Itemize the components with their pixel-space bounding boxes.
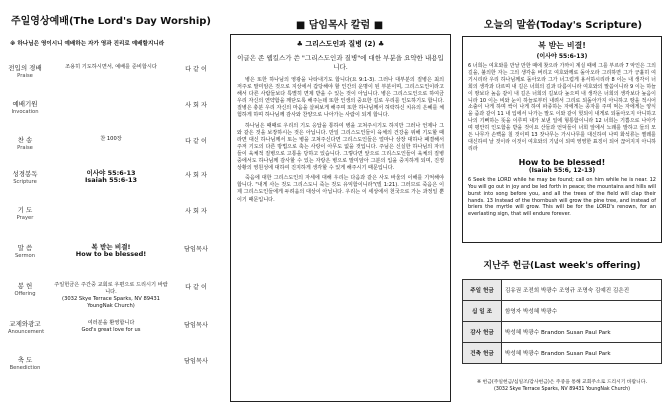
worship-row-label-ko: 말 씀: [17, 244, 33, 252]
scripture-ref-en: (Isaiah 55:6, 12-13): [528, 166, 596, 174]
column-heading: ■ 담임목사 칼럼 ■: [295, 20, 384, 31]
scripture-column: [458, 0, 670, 407]
scripture-text-en: 6 Seek the LORD while he may be found; call on him while he is near. 12 You will go out in joy and be led forth in peace; the mountains and hills will burst into song before you, and all the trees of the field will clap their hands. 13 Instead of the thornbush will grow the pine tree, and instead of briers the myrtle will grow. This will be for the LORD's renown, for an everlasting sign, that will endure forever.: [468, 176, 656, 218]
table-row: [463, 301, 662, 322]
scripture-title-ko: 복 받는 비결!: [538, 41, 586, 50]
worship-row-label-ko: 봉 헌: [17, 282, 33, 290]
offering-table: [462, 279, 662, 364]
worship-row-label: [8, 170, 42, 186]
worship-row-label-ko: 교제와광고: [9, 320, 41, 328]
worship-row-label-ko: 예배기원: [12, 100, 38, 108]
worship-row-label-ko: 찬 송: [17, 136, 33, 144]
worship-row-leader: 담임목사: [184, 358, 208, 365]
scripture-heading: 오늘의 말씀(Today's Scripture): [483, 20, 643, 31]
worship-row-label-en: Praise: [17, 145, 33, 151]
worship-row-detail: 주일헌금은 주간중 교회로 우편으로 드리시기 바랍니다. (3032 Skye Terrace Sparks, NV 89431 YoungNak Church): [54, 282, 168, 309]
worship-row-label-en: Offering: [14, 291, 36, 297]
worship-row-leader: 다 같 이: [185, 284, 207, 291]
worship-row-detail: 찬 100장: [100, 136, 122, 142]
worship-row-leader: 담임목사: [184, 322, 208, 329]
offering-note: ※ 헌금(주일헌금/십일조/감사헌금)은 주중을 통해 교회주소로 드리시기 바랍니다. (3032 Skye Terrace Sparks, NV 89431 YoungNak Church): [477, 380, 647, 392]
worship-row-label-en: Prayer: [16, 215, 34, 221]
worship-row-label: [8, 206, 42, 222]
offering-value: 박성혜 박광수 Brandon Susan Paul Park: [502, 322, 662, 343]
offering-key: 십 일 조: [463, 301, 502, 322]
worship-row-label: [8, 100, 42, 116]
scripture-ref-ko: (이사야 55:6-13): [536, 53, 588, 60]
offering-value: 함영자 박성혜 박광수: [502, 301, 662, 322]
worship-row-leader: 사 회 자: [185, 208, 207, 215]
worship-row-leader: 사 회 자: [185, 102, 207, 109]
worship-row-leader: 다 같 이: [185, 66, 207, 73]
essay-title: ♣ 그리스도인과 질병 (2) ♣: [296, 40, 385, 48]
offering-value: 김유권 조전희 박광수 조영규 조명숙 김예진 김은진: [502, 280, 662, 301]
offering-key: 건축 헌금: [463, 343, 502, 364]
essay-paragraph: 죽음에 대한 그리스도인의 자세에 대해 우리는 다음과 같은 사도 바울의 이해를 기억해야 합니다. "내게 사는 것도 그리스도니 죽는 것도 유익함이니라"(빌 1:21). 그러므로 죽음은 이제 그리스도인들에게 두려움의 대상이 아닙니다. 우리는 이 세상에서 천국으로 가는 과정일 뿐이기 때문입니다.: [237, 175, 444, 203]
worship-row-label: [8, 64, 42, 80]
worship-row-label: [8, 136, 42, 152]
worship-row-label-en: Sermon: [14, 253, 36, 259]
worship-row-detail: 여러분을 환영합니다 God's great love for us: [81, 320, 141, 333]
worship-row-label-ko: 전입의 경배: [8, 64, 42, 72]
offering-value: 박성혜 박광수 Brandon Susan Paul Park: [502, 343, 662, 364]
essay-paragraph: 병은 또한 하나님의 영광을 나타내기도 합니다(요 9:1-3). 그러나 대부분의 질병은 최의 저주로 말미암은 것으로 지상에서 갑당해야 할 인간의 운명이 된 부분이며, 그리스도인이라고 해서 다른 사람들보다 특별히 면제 받을 수 있는 것이 아닙니다. 병은 그리스도인으로 하여금 우리 자신의 연약함을 깨닫도록 해주는데 또한 인생의 중요한 길로 우리를 인도하기도 합니다. 질병은 충분 우리 자신의 마음을 살펴보게 해주며 또한 하나님께서 허락하신 치유의 은혜를 체험하게 하며 하나님께 감사와 찬양으로 나아가는 사람이 되게 합니다.: [237, 77, 444, 119]
worship-order-column: [0, 0, 222, 407]
worship-row-leader: 담임목사: [184, 246, 208, 253]
worship-row-label-en: Praise: [17, 73, 33, 79]
worship-row-label: [8, 356, 42, 372]
offering-heading: 지난주 헌금(Last week's offering): [483, 261, 641, 271]
essay-box: [230, 34, 451, 402]
worship-row-label: [8, 282, 42, 298]
table-row: [463, 343, 662, 364]
worship-row-detail: 복 받는 비결! How to be blessed!: [75, 243, 147, 258]
essay-subtitle: 이글은 존 웹킬스가 쓴 "그리스도인과 질병"에 대한 부분을 요약한 내용입니다.: [237, 54, 444, 71]
worship-note: ※ 하나님은 영이시니 예배하는 자가 영과 진리로 예배할지니라: [10, 41, 165, 47]
table-row: [463, 322, 662, 343]
scripture-box: [462, 36, 662, 243]
essay-paragraph: 하나님은 때때로 우리의 기도 응답을 통하여 병을 고쳐주시기도 하지만 그러나 언제나 그와 같은 것을 보장하시는 것은 아닙니다. 만일 그리스도인들이 육체의 건강을 위해 기도할 때라면 대신 하나님께서 또는 병을 고쳐주신다면 그리스도인들은 얼마나 상장 대하나 패결해서 주저 기도의 다른 방법으로 축는 사랑이 아무도 없을 것입니다. 주님은 신실한 하나님의 자녀들이 육체적 질병으로 고통을 당하고 있습니다. 그렇다면 앞으로 그리스도인들이 육체의 질병 중에서도 하나님께 감사할 수 있는 자랑은 병으로 말미암아 그분의 입을 중지하게 되며, 진정 상황의 영원성에 대하여 진지하게 생각할 수 있게 해주시기 때문입니다.: [237, 122, 444, 172]
worship-row-label: [8, 320, 45, 336]
worship-row-leader: 다 같 이: [185, 138, 207, 145]
table-row: [463, 280, 662, 301]
worship-row-label-ko: 축 도: [17, 356, 33, 364]
scripture-text-ko: 6 너희는 여호와를 만날 만한 때에 찾으라 가까이 계실 때에 그를 부르라 7 악인은 그의 길을, 불의한 자는 그의 생각을 버리고 여호와께로 돌아오라 그리하면 그가 긍휼히 여기시리라 우리 하나님께로 돌아오라 그가 너그럽게 용서하시리라 8 이는 내 생각이 너희의 생각과 다르며 내 길은 너희의 길과 다름이니라 여호와의 말씀이니라 9 이는 하늘이 땅보다 높음 같이 내 길은 너희의 길보다 높으며 내 생각은 너희의 생각보다 높음이니라 10 이는 비와 눈이 하늘로부터 내려서 그리로 되돌아가지 아니하고 땅을 적시어 소출이 나게 하며 싹이 나게 하여 파종하는 자에게는 종자를 주며 먹는 자에게는 양식을 줌과 같이 11 내 입에서 나가는 말도 이와 같이 헛되이 내게로 되돌아오지 아니하고 나의 기뻐하는 뜻을 이루며 내가 보낸 일에 형통함이니라 12 너희는 기쁨으로 나아가며 평안히 인도함을 받을 것이요 산들과 언덕들이 너희 앞에서 노래를 발하고 들의 모든 나무가 손뼉을 칠 것이며 13 잣나무는 가시나무를 대신하여 나며 화석류는 찔레를 대신하여 날 것이라 이것이 여호와의 기념이 되며 영영한 표징이 되어 끊어지지 아니하리라: [468, 63, 657, 152]
worship-row-label: [8, 244, 42, 260]
worship-row-label-ko: 성경봉독: [12, 170, 38, 178]
offering-key: 감사 헌금: [463, 322, 502, 343]
worship-row-label-ko: 기 도: [17, 206, 33, 214]
offering-key: 주일 헌금: [463, 280, 502, 301]
worship-row-detail: 조용히 기도하시면서, 예배를 준비합시다: [65, 64, 157, 70]
worship-row-label-en: Scripture: [13, 179, 37, 185]
worship-row-label-en: Anouncement: [8, 329, 45, 335]
worship-row-label-en: Benediction: [9, 365, 41, 371]
worship-row-label-en: Invocation: [11, 109, 39, 115]
worship-title: 주일영상예배(The Lord's Day Worship): [10, 16, 211, 27]
worship-row-leader: 사 회 자: [185, 172, 207, 179]
pastor-column: [224, 0, 455, 407]
worship-row-detail: 이사야 55:6-13 Isaiah 55:6-13: [84, 169, 138, 184]
scripture-title-en: How to be blessed!: [518, 157, 606, 167]
